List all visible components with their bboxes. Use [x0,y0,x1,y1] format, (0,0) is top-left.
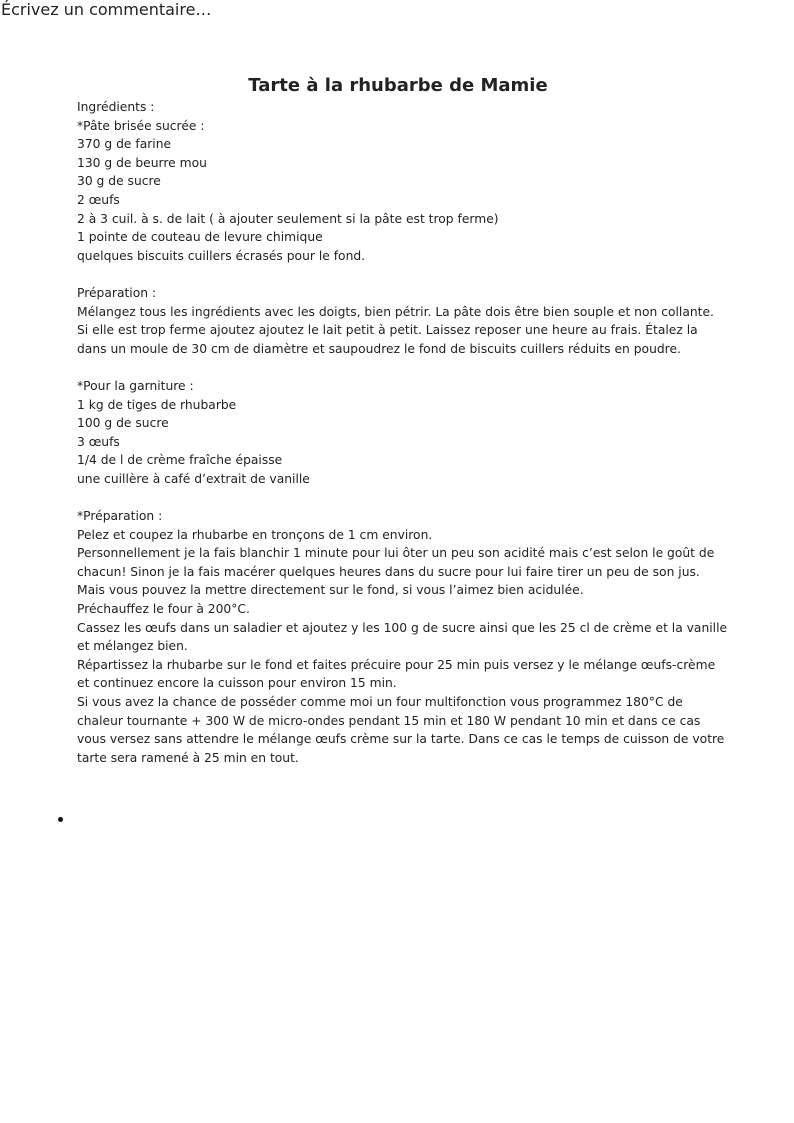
ingredient-item: 370 g de farine [77,137,172,152]
ingredient-item: 2 œufs [77,192,120,207]
garniture-item: 3 œufs [77,434,120,449]
comment-prompt[interactable]: Écrivez un commentaire… [1,0,212,19]
pate-heading: *Pâte brisée sucrée : [77,118,205,133]
preparation-step: Répartissez la rhubarbe sur le fond et faites précuire pour 25 min puis versez y le mélange œufs-crème et continuez encore la cuisson pour environ 15 min. [77,657,716,691]
preparation-step: Pelez et coupez la rhubarbe en tronçons de 1 cm environ. [77,527,433,542]
spacer [77,358,729,377]
preparation2-heading: *Préparation : [77,509,163,524]
ingredients-heading: Ingrédients : [77,100,155,114]
garniture-item: une cuillère à café d’extrait de vanille [77,471,310,486]
bullet-point [58,817,63,822]
preparation-text: Mélangez tous les ingrédients avec les doigts, bien pétrir. La pâte dois être bien souple et non collante. Si elle est trop ferme ajoutez ajoutez le lait petit à petit. Laissez reposer une heure au frais. Étalez la dans un moule de 30 cm de diamètre et saupoudrez le fond de biscuits cuillers réduits en poudre. [77,304,714,356]
ingredient-item: 30 g de sucre [77,174,161,189]
recipe-title: Tarte à la rhubarbe de Mamie [248,75,548,96]
garniture-heading: *Pour la garniture : [77,378,194,393]
preparation-step: Si vous avez la chance de posséder comme moi un four multifonction vous programmez 180°C de chaleur tournante + 300 W de micro-ondes pendant 15 min et 180 W pendant 10 min et dans ce cas vous versez sans attendre le mélange œufs crème sur la tarte. Dans ce cas le temps de cuisson de votre tarte sera ramené à 25 min en tout. [77,695,725,765]
preparation-heading: Préparation : [77,285,157,300]
preparation-step: Préchauffez le four à 200°C. [77,602,250,617]
ingredient-item: 1 pointe de couteau de levure chimique [77,230,323,245]
spacer [77,265,729,284]
ingredient-item: 2 à 3 cuil. à s. de lait ( à ajouter seulement si la pâte est trop ferme) [77,211,499,226]
preparation-step: Cassez les œufs dans un saladier et ajoutez y les 100 g de sucre ainsi que les 25 cl de crème et la vanille et mélangez bien. [77,620,728,654]
recipe-content [77,73,729,767]
spacer [77,488,729,507]
preparation-step: Mais vous pouvez la mettre directement sur le fond, si vous l’aimez bien acidulée. [77,583,584,598]
garniture-item: 1 kg de tiges de rhubarbe [77,397,237,412]
garniture-item: 1/4 de l de crème fraîche épaisse [77,453,283,468]
garniture-item: 100 g de sucre [77,416,169,431]
preparation-step: Personnellement je la fais blanchir 1 minute pour lui ôter un peu son acidité mais c’est selon le goût de chacun! Sinon je la fais macérer quelques heures dans du sucre pour lui faire tirer un peu de son jus. [77,546,715,579]
ingredient-item: 130 g de beurre mou [77,155,207,170]
ingredient-item: quelques biscuits cuillers écrasés pour le fond. [77,248,366,263]
